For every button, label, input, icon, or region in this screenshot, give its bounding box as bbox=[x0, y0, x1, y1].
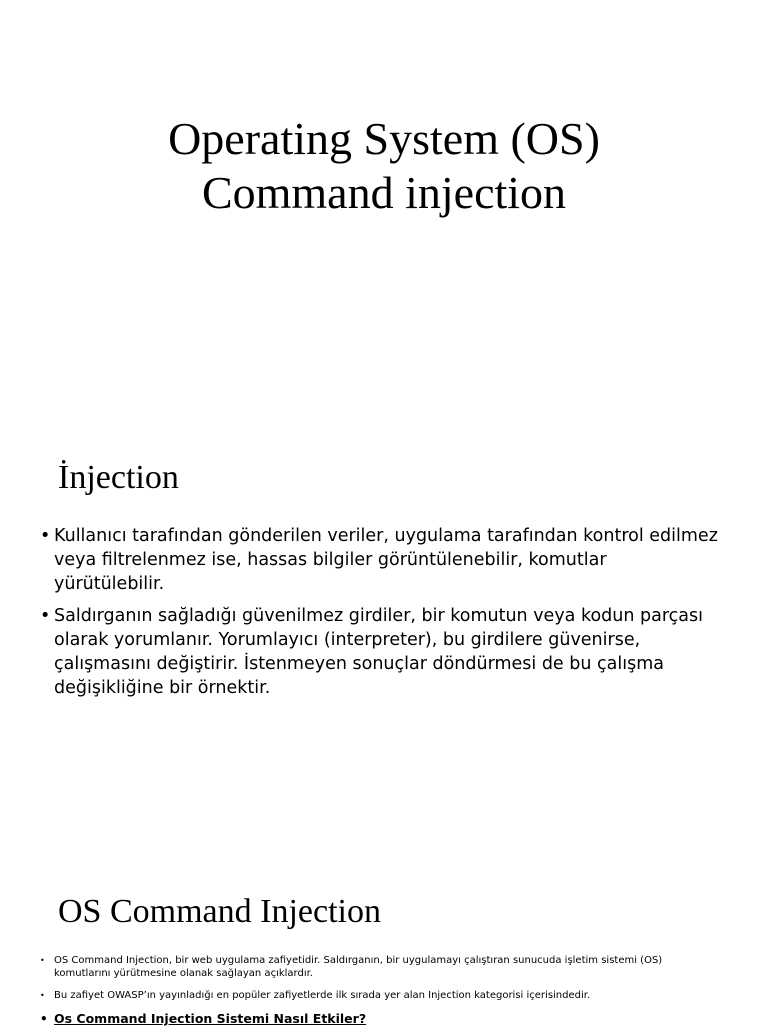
slide-title bbox=[0, 112, 768, 220]
bullet-item-subheading: • Os Command Injection Sistemi Nasıl Etkiler? bbox=[40, 1011, 720, 1027]
bullet-item: • Kullanıcı tarafından gönderilen veriler, uygulama tarafından kontrol edilmez veya filtrelenmez ise, hassas bilgiler görüntülenebilir, komutlar yürütülebilir. bbox=[40, 524, 720, 596]
os-command-injection-slide bbox=[0, 864, 768, 1024]
title-slide bbox=[0, 0, 768, 432]
os-command-injection-heading: OS Command Injection bbox=[58, 893, 381, 930]
injection-bullet-list bbox=[40, 524, 720, 708]
slide-title-line-1: Operating System (OS) bbox=[168, 113, 600, 164]
injection-slide bbox=[0, 432, 768, 864]
bullet-item: • Bu zafiyet OWASP’ın yayınladığı en popüler zafiyetlerde ilk sırada yer alan Injection kategorisi içerisindedir. bbox=[40, 989, 720, 1002]
injection-heading: İnjection bbox=[58, 459, 179, 496]
bullet-item: • Saldırganın sağladığı güvenilmez girdiler, bir komutun veya kodun parçası olarak yorumlanır. Yorumlayıcı (interpreter), bu girdilere güvenirse, çalışmasını değiştirir. İstenmeyen sonuçlar döndürmesi de bu çalışma değişikliğine bir örnektir. bbox=[40, 604, 720, 700]
bullet-item: • OS Command Injection, bir web uygulama zafiyetidir. Saldırganın, bir uygulamayı çalıştıran sunucuda işletim sistemi (OS) komutlarını yürütmesine olanak sağlayan açıklardır. bbox=[40, 954, 720, 980]
slide-title-line-2: Command injection bbox=[201, 167, 567, 218]
